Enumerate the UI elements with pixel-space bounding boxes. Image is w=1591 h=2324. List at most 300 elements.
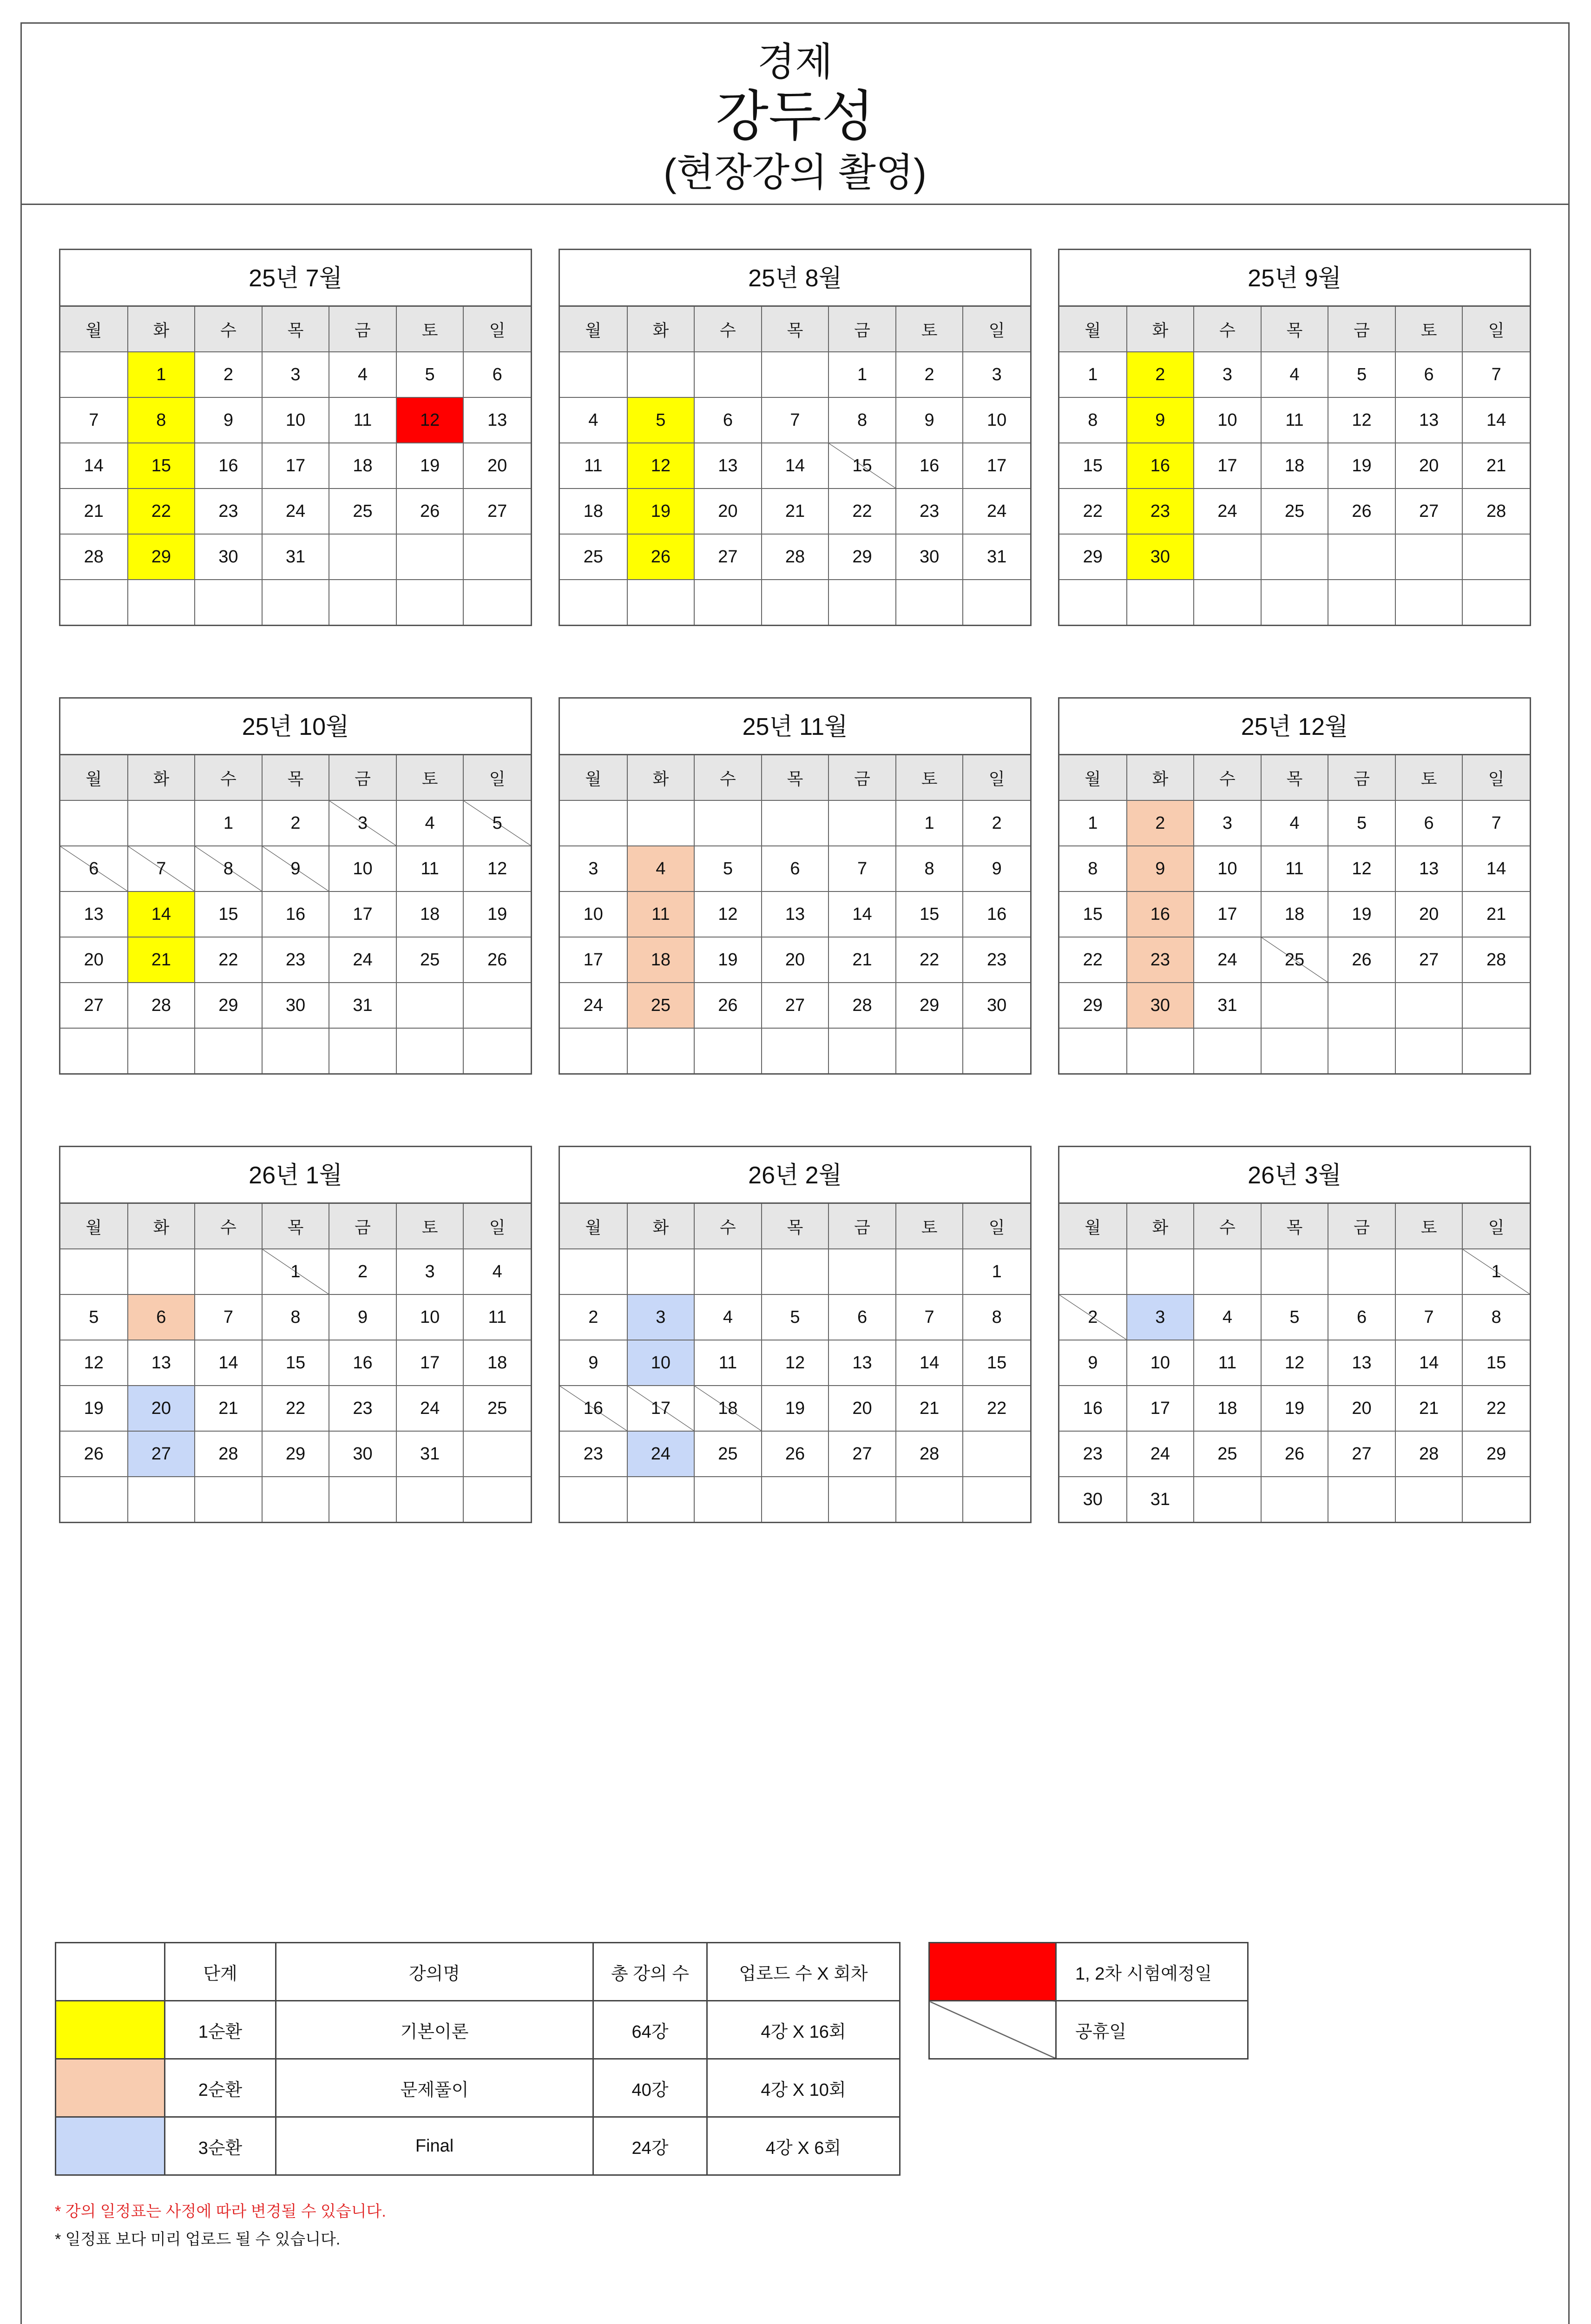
calendar-day-cell: 7 — [1462, 800, 1530, 846]
legend-header-stage: 단계 — [165, 1943, 276, 2001]
calendar-day-cell: 13 — [828, 1340, 896, 1386]
calendar-day-cell: 25 — [627, 983, 695, 1028]
weekday-header: 토 — [896, 1204, 963, 1249]
calendar-day-cell: 18 — [560, 489, 627, 534]
calendar-day-cell — [463, 580, 531, 625]
calendar-day-cell: 9 — [195, 397, 262, 443]
calendar-day-cell: 26 — [1328, 489, 1395, 534]
weekday-header: 수 — [1194, 755, 1261, 800]
calendar-day-cell — [1462, 1028, 1530, 1073]
legend-row — [56, 2117, 900, 2175]
calendar-day-cell: 22 — [896, 937, 963, 983]
calendar-day-cell: 25 — [329, 489, 396, 534]
legend-lecture-name: 문제풀이 — [276, 2059, 593, 2117]
calendar-day-cell — [396, 534, 464, 580]
calendar-day-cell — [195, 1249, 262, 1294]
calendar-day-cell: 7 — [1395, 1294, 1463, 1340]
legend-total: 40강 — [593, 2059, 707, 2117]
calendar-day-cell: 1 — [828, 352, 896, 397]
calendar-day-cell: 26 — [1261, 1431, 1328, 1477]
calendar-week-row — [60, 397, 531, 443]
calendar-day-cell: 19 — [463, 891, 531, 937]
calendar-day-cell: 28 — [1462, 937, 1530, 983]
calendar-day-cell: 11 — [1261, 846, 1328, 891]
calendar-day-cell — [1261, 534, 1328, 580]
calendar-day-cell: 27 — [463, 489, 531, 534]
calendar-day-cell — [828, 1477, 896, 1522]
calendar-table — [560, 1204, 1030, 1522]
calendar-day-cell: 8 — [828, 397, 896, 443]
calendar-day-cell: 11 — [463, 1294, 531, 1340]
calendar-week-row — [1059, 983, 1530, 1028]
calendar-day-cell: 6 — [463, 352, 531, 397]
weekday-header: 화 — [128, 1204, 195, 1249]
calendar-day-cell — [627, 580, 695, 625]
legend-stage: 2순환 — [165, 2059, 276, 2117]
calendar-day-cell — [262, 1477, 329, 1522]
calendar-day-cell — [762, 1477, 829, 1522]
calendar-day-cell: 24 — [1194, 937, 1261, 983]
calendar-day-cell: 22 — [1059, 937, 1127, 983]
calendar-day-cell: 9 — [262, 846, 329, 891]
calendar-day-cell: 14 — [128, 891, 195, 937]
calendar-day-cell: 9 — [1059, 1340, 1127, 1386]
calendar-day-cell: 3 — [1194, 352, 1261, 397]
calendar-week-row — [60, 1294, 531, 1340]
weekday-header: 수 — [1194, 1204, 1261, 1249]
calendar-day-cell: 22 — [195, 937, 262, 983]
calendar-day-cell — [1194, 534, 1261, 580]
calendar-day-cell: 14 — [60, 443, 128, 489]
calendar-day-cell: 24 — [262, 489, 329, 534]
calendar-day-cell — [1395, 1249, 1463, 1294]
calendar-day-cell — [329, 1028, 396, 1073]
calendar-day-cell — [896, 1028, 963, 1073]
calendar-day-cell: 11 — [1261, 397, 1328, 443]
calendar-day-cell: 8 — [896, 846, 963, 891]
legend-key-table — [928, 1942, 1249, 2060]
calendar-day-cell: 5 — [60, 1294, 128, 1340]
calendar-day-cell: 31 — [1127, 1477, 1194, 1522]
calendar-day-cell: 29 — [195, 983, 262, 1028]
calendar-week-row — [560, 983, 1030, 1028]
calendar-day-cell — [1127, 1028, 1194, 1073]
calendar-day-cell: 6 — [762, 846, 829, 891]
calendar-day-cell — [963, 1477, 1030, 1522]
calendar-day-cell: 18 — [1194, 1386, 1261, 1431]
calendar-day-cell — [1328, 1028, 1395, 1073]
calendar-day-cell: 28 — [128, 983, 195, 1028]
calendar-day-cell: 17 — [963, 443, 1030, 489]
legend-table — [55, 1942, 901, 2176]
calendar-week-row — [560, 937, 1030, 983]
calendar-day-cell: 3 — [1194, 800, 1261, 846]
calendar-day-cell: 12 — [396, 397, 464, 443]
legend-key-row — [929, 1943, 1248, 2001]
calendar-day-cell: 13 — [128, 1340, 195, 1386]
calendar-day-cell — [1328, 1477, 1395, 1522]
calendar-day-cell: 1 — [963, 1249, 1030, 1294]
calendar-day-cell: 23 — [560, 1431, 627, 1477]
calendar-day-cell: 11 — [1194, 1340, 1261, 1386]
exam-date-label: 1, 2차 시험예정일 — [1056, 1943, 1248, 2001]
calendar-day-cell — [1462, 983, 1530, 1028]
calendar-day-cell — [963, 1431, 1030, 1477]
weekday-header: 화 — [1127, 755, 1194, 800]
calendar-day-cell: 4 — [627, 846, 695, 891]
calendar-week-row — [1059, 352, 1530, 397]
calendar-day-cell: 28 — [1462, 489, 1530, 534]
calendar-day-cell: 15 — [1462, 1340, 1530, 1386]
weekday-header: 수 — [1194, 307, 1261, 352]
legend-lecture-name: Final — [276, 2117, 593, 2175]
calendar-day-cell — [762, 352, 829, 397]
calendar-day-cell: 29 — [1059, 983, 1127, 1028]
weekday-header-row — [1059, 307, 1530, 352]
calendar-day-cell: 24 — [1194, 489, 1261, 534]
calendar-week-row — [560, 443, 1030, 489]
calendar-day-cell — [128, 800, 195, 846]
calendar-day-cell: 5 — [694, 846, 762, 891]
legend-swatch-yellow — [56, 2001, 165, 2059]
calendar-day-cell: 17 — [329, 891, 396, 937]
calendar-day-cell: 4 — [560, 397, 627, 443]
calendar-week-row — [60, 1249, 531, 1294]
calendar-week-row — [60, 891, 531, 937]
calendar-day-cell: 12 — [463, 846, 531, 891]
calendar-day-cell — [1395, 983, 1463, 1028]
calendar-day-cell: 21 — [762, 489, 829, 534]
header — [22, 24, 1568, 205]
calendar-day-cell: 17 — [1194, 891, 1261, 937]
calendar-day-cell: 23 — [896, 489, 963, 534]
calendar-day-cell — [1328, 534, 1395, 580]
calendar-day-cell: 5 — [1261, 1294, 1328, 1340]
calendar-day-cell: 10 — [1194, 846, 1261, 891]
calendar-day-cell: 1 — [262, 1249, 329, 1294]
calendar-day-cell — [560, 1477, 627, 1522]
weekday-header: 수 — [195, 1204, 262, 1249]
weekday-header-row — [560, 307, 1030, 352]
calendar-day-cell: 10 — [1194, 397, 1261, 443]
calendar-day-cell — [128, 1028, 195, 1073]
calendar-table — [1059, 307, 1530, 625]
calendar-day-cell — [1194, 1028, 1261, 1073]
calendar-day-cell: 1 — [896, 800, 963, 846]
weekday-header-row — [60, 755, 531, 800]
weekday-header: 금 — [329, 1204, 396, 1249]
calendar-day-cell: 18 — [1261, 891, 1328, 937]
calendar-day-cell: 4 — [463, 1249, 531, 1294]
weekday-header-row — [60, 1204, 531, 1249]
calendar-day-cell: 15 — [1059, 443, 1127, 489]
calendar-day-cell — [828, 1028, 896, 1073]
lecture-type-note: (현장강의 촬영) — [663, 151, 927, 194]
weekday-header: 토 — [1395, 755, 1463, 800]
calendar-day-cell: 18 — [627, 937, 695, 983]
calendar-day-cell: 29 — [828, 534, 896, 580]
calendar-day-cell: 16 — [1127, 443, 1194, 489]
calendar-day-cell — [1395, 1028, 1463, 1073]
weekday-header: 토 — [396, 1204, 464, 1249]
calendar-week-row — [1059, 1477, 1530, 1522]
calendar-day-cell: 21 — [1462, 443, 1530, 489]
calendar-week-row — [1059, 800, 1530, 846]
calendar-day-cell: 19 — [60, 1386, 128, 1431]
calendar-day-cell — [896, 1477, 963, 1522]
weekday-header: 토 — [896, 307, 963, 352]
legend-total: 24강 — [593, 2117, 707, 2175]
weekday-header: 수 — [694, 307, 762, 352]
calendar-day-cell: 9 — [1127, 397, 1194, 443]
weekday-header: 수 — [694, 755, 762, 800]
calendar-day-cell — [1328, 580, 1395, 625]
calendar-day-cell: 7 — [128, 846, 195, 891]
weekday-header: 목 — [1261, 1204, 1328, 1249]
calendar-table — [60, 307, 531, 625]
calendar-week-row — [560, 1386, 1030, 1431]
calendar-day-cell: 26 — [627, 534, 695, 580]
calendar-day-cell: 31 — [1194, 983, 1261, 1028]
calendar-day-cell: 5 — [396, 352, 464, 397]
weekday-header: 화 — [627, 1204, 695, 1249]
calendar-week-row — [560, 489, 1030, 534]
weekday-header: 목 — [762, 307, 829, 352]
calendar-day-cell: 22 — [963, 1386, 1030, 1431]
calendar-table — [60, 755, 531, 1073]
calendar-day-cell — [60, 1477, 128, 1522]
calendar-day-cell: 8 — [1059, 397, 1127, 443]
calendar-day-cell — [560, 352, 627, 397]
weekday-header: 월 — [60, 307, 128, 352]
calendar-month — [1058, 249, 1531, 626]
calendar-day-cell: 30 — [963, 983, 1030, 1028]
instructor-name: 강두성 — [716, 86, 874, 147]
calendar-day-cell: 29 — [1462, 1431, 1530, 1477]
calendar-day-cell: 3 — [560, 846, 627, 891]
calendar-day-cell — [560, 1249, 627, 1294]
weekday-header: 금 — [329, 307, 396, 352]
calendar-day-cell: 23 — [1127, 489, 1194, 534]
calendar-day-cell: 16 — [1127, 891, 1194, 937]
calendar-day-cell: 12 — [1261, 1340, 1328, 1386]
weekday-header-row — [1059, 755, 1530, 800]
calendar-day-cell: 11 — [329, 397, 396, 443]
calendar-week-row — [60, 1431, 531, 1477]
calendar-day-cell: 14 — [1462, 397, 1530, 443]
calendar-month — [59, 1146, 532, 1523]
calendar-day-cell — [1127, 1249, 1194, 1294]
calendar-day-cell: 31 — [963, 534, 1030, 580]
calendar-day-cell: 15 — [963, 1340, 1030, 1386]
weekday-header-row — [560, 1204, 1030, 1249]
calendar-table — [560, 755, 1030, 1073]
weekday-header: 일 — [1462, 1204, 1530, 1249]
subject-title: 경제 — [757, 40, 833, 84]
calendar-day-cell — [396, 580, 464, 625]
calendar-day-cell — [1059, 580, 1127, 625]
calendar-day-cell — [560, 580, 627, 625]
calendar-day-cell: 6 — [1395, 800, 1463, 846]
calendar-day-cell: 24 — [396, 1386, 464, 1431]
calendar-day-cell — [762, 580, 829, 625]
calendar-day-cell: 6 — [128, 1294, 195, 1340]
calendar-month-title: 25년 11월 — [560, 699, 1030, 755]
calendar-week-row — [560, 352, 1030, 397]
calendar-day-cell: 8 — [1059, 846, 1127, 891]
calendar-day-cell: 4 — [396, 800, 464, 846]
calendar-day-cell — [1395, 534, 1463, 580]
calendar-week-row — [60, 352, 531, 397]
calendar-day-cell: 23 — [963, 937, 1030, 983]
calendar-day-cell: 16 — [1059, 1386, 1127, 1431]
calendar-table — [1059, 1204, 1530, 1522]
weekday-header: 금 — [828, 755, 896, 800]
calendar-day-cell: 19 — [694, 937, 762, 983]
calendar-day-cell: 17 — [1194, 443, 1261, 489]
legend-total: 64강 — [593, 2001, 707, 2059]
calendar-day-cell: 6 — [1395, 352, 1463, 397]
calendar-week-row — [560, 534, 1030, 580]
calendar-day-cell: 27 — [1328, 1431, 1395, 1477]
calendar-day-cell: 19 — [627, 489, 695, 534]
calendar-day-cell: 15 — [1059, 891, 1127, 937]
calendar-week-row — [1059, 397, 1530, 443]
calendar-day-cell — [560, 800, 627, 846]
calendar-day-cell: 3 — [963, 352, 1030, 397]
calendar-day-cell — [463, 983, 531, 1028]
weekday-header: 목 — [262, 1204, 329, 1249]
calendar-day-cell: 21 — [60, 489, 128, 534]
calendar-week-row — [560, 1340, 1030, 1386]
weekday-header: 일 — [463, 1204, 531, 1249]
calendar-day-cell: 7 — [60, 397, 128, 443]
calendar-day-cell — [195, 580, 262, 625]
calendar-day-cell — [1462, 1477, 1530, 1522]
calendar-day-cell: 8 — [963, 1294, 1030, 1340]
calendar-day-cell: 16 — [896, 443, 963, 489]
calendar-day-cell: 20 — [762, 937, 829, 983]
calendar-day-cell: 3 — [1127, 1294, 1194, 1340]
calendar-day-cell — [627, 800, 695, 846]
calendar-day-cell: 1 — [1059, 800, 1127, 846]
weekday-header: 금 — [329, 755, 396, 800]
calendar-table — [1059, 755, 1530, 1073]
calendar-day-cell — [627, 1249, 695, 1294]
notes — [55, 2198, 386, 2253]
calendar-day-cell: 22 — [828, 489, 896, 534]
calendar-table — [60, 1204, 531, 1522]
calendar-day-cell: 31 — [396, 1431, 464, 1477]
calendar-day-cell — [963, 1028, 1030, 1073]
calendar-week-row — [60, 800, 531, 846]
calendar-day-cell: 4 — [1261, 800, 1328, 846]
weekday-header: 일 — [463, 307, 531, 352]
calendar-day-cell: 30 — [195, 534, 262, 580]
calendar-day-cell: 22 — [128, 489, 195, 534]
calendar-day-cell: 12 — [762, 1340, 829, 1386]
calendar-day-cell — [1462, 580, 1530, 625]
calendar-day-cell — [396, 1477, 464, 1522]
calendar-day-cell: 19 — [1261, 1386, 1328, 1431]
calendar-day-cell: 28 — [896, 1431, 963, 1477]
calendar-day-cell — [1261, 580, 1328, 625]
calendar-day-cell — [1462, 534, 1530, 580]
weekday-header: 화 — [1127, 307, 1194, 352]
calendar-week-row — [60, 846, 531, 891]
calendar-day-cell: 18 — [1261, 443, 1328, 489]
calendar-day-cell: 21 — [896, 1386, 963, 1431]
calendar-day-cell: 7 — [762, 397, 829, 443]
calendar-day-cell: 2 — [963, 800, 1030, 846]
weekday-header: 수 — [195, 755, 262, 800]
calendar-day-cell: 12 — [60, 1340, 128, 1386]
calendar-day-cell — [828, 580, 896, 625]
legend-header-upload: 업로드 수 X 회차 — [707, 1943, 900, 2001]
weekday-header: 금 — [1328, 755, 1395, 800]
weekday-header: 토 — [396, 755, 464, 800]
calendar-day-cell: 27 — [762, 983, 829, 1028]
calendar-day-cell: 25 — [463, 1386, 531, 1431]
calendar-day-cell: 30 — [1059, 1477, 1127, 1522]
calendar-day-cell: 20 — [694, 489, 762, 534]
weekday-header: 화 — [627, 307, 695, 352]
calendar-day-cell: 28 — [1395, 1431, 1463, 1477]
calendar-day-cell: 20 — [463, 443, 531, 489]
calendar-day-cell: 10 — [262, 397, 329, 443]
calendar-day-cell: 5 — [762, 1294, 829, 1340]
calendar-day-cell: 21 — [1462, 891, 1530, 937]
holiday-label: 공휴일 — [1056, 2001, 1248, 2059]
calendar-day-cell — [627, 352, 695, 397]
calendar-day-cell: 28 — [762, 534, 829, 580]
calendar-month-title: 25년 7월 — [60, 250, 531, 307]
calendar-day-cell: 15 — [195, 891, 262, 937]
calendar-week-row — [560, 1028, 1030, 1073]
calendar-month — [1058, 697, 1531, 1075]
weekday-header: 일 — [963, 307, 1030, 352]
calendar-week-row — [60, 983, 531, 1028]
calendar-day-cell: 20 — [128, 1386, 195, 1431]
calendar-day-cell: 21 — [1395, 1386, 1463, 1431]
calendar-week-row — [1059, 443, 1530, 489]
calendar-day-cell: 2 — [896, 352, 963, 397]
calendar-week-row — [560, 1477, 1030, 1522]
calendar-week-row — [60, 1340, 531, 1386]
calendar-day-cell: 27 — [60, 983, 128, 1028]
calendar-day-cell: 26 — [694, 983, 762, 1028]
calendar-day-cell: 9 — [896, 397, 963, 443]
calendar-day-cell: 27 — [828, 1431, 896, 1477]
calendar-day-cell: 30 — [262, 983, 329, 1028]
calendar-day-cell: 8 — [128, 397, 195, 443]
calendar-week-row — [1059, 1340, 1530, 1386]
calendar-day-cell: 19 — [1328, 891, 1395, 937]
calendar-day-cell — [1127, 580, 1194, 625]
calendar-day-cell — [60, 1028, 128, 1073]
calendar-day-cell — [1059, 1249, 1127, 1294]
calendar-month-title: 26년 1월 — [60, 1147, 531, 1204]
calendar-week-row — [60, 443, 531, 489]
legend-key-row — [929, 2001, 1248, 2059]
weekday-header: 토 — [1395, 1204, 1463, 1249]
calendar-day-cell: 2 — [262, 800, 329, 846]
calendar-day-cell — [60, 352, 128, 397]
calendar-month-title: 26년 3월 — [1059, 1147, 1530, 1204]
calendar-month — [1058, 1146, 1531, 1523]
calendar-day-cell — [1194, 1249, 1261, 1294]
calendar-day-cell — [560, 1028, 627, 1073]
